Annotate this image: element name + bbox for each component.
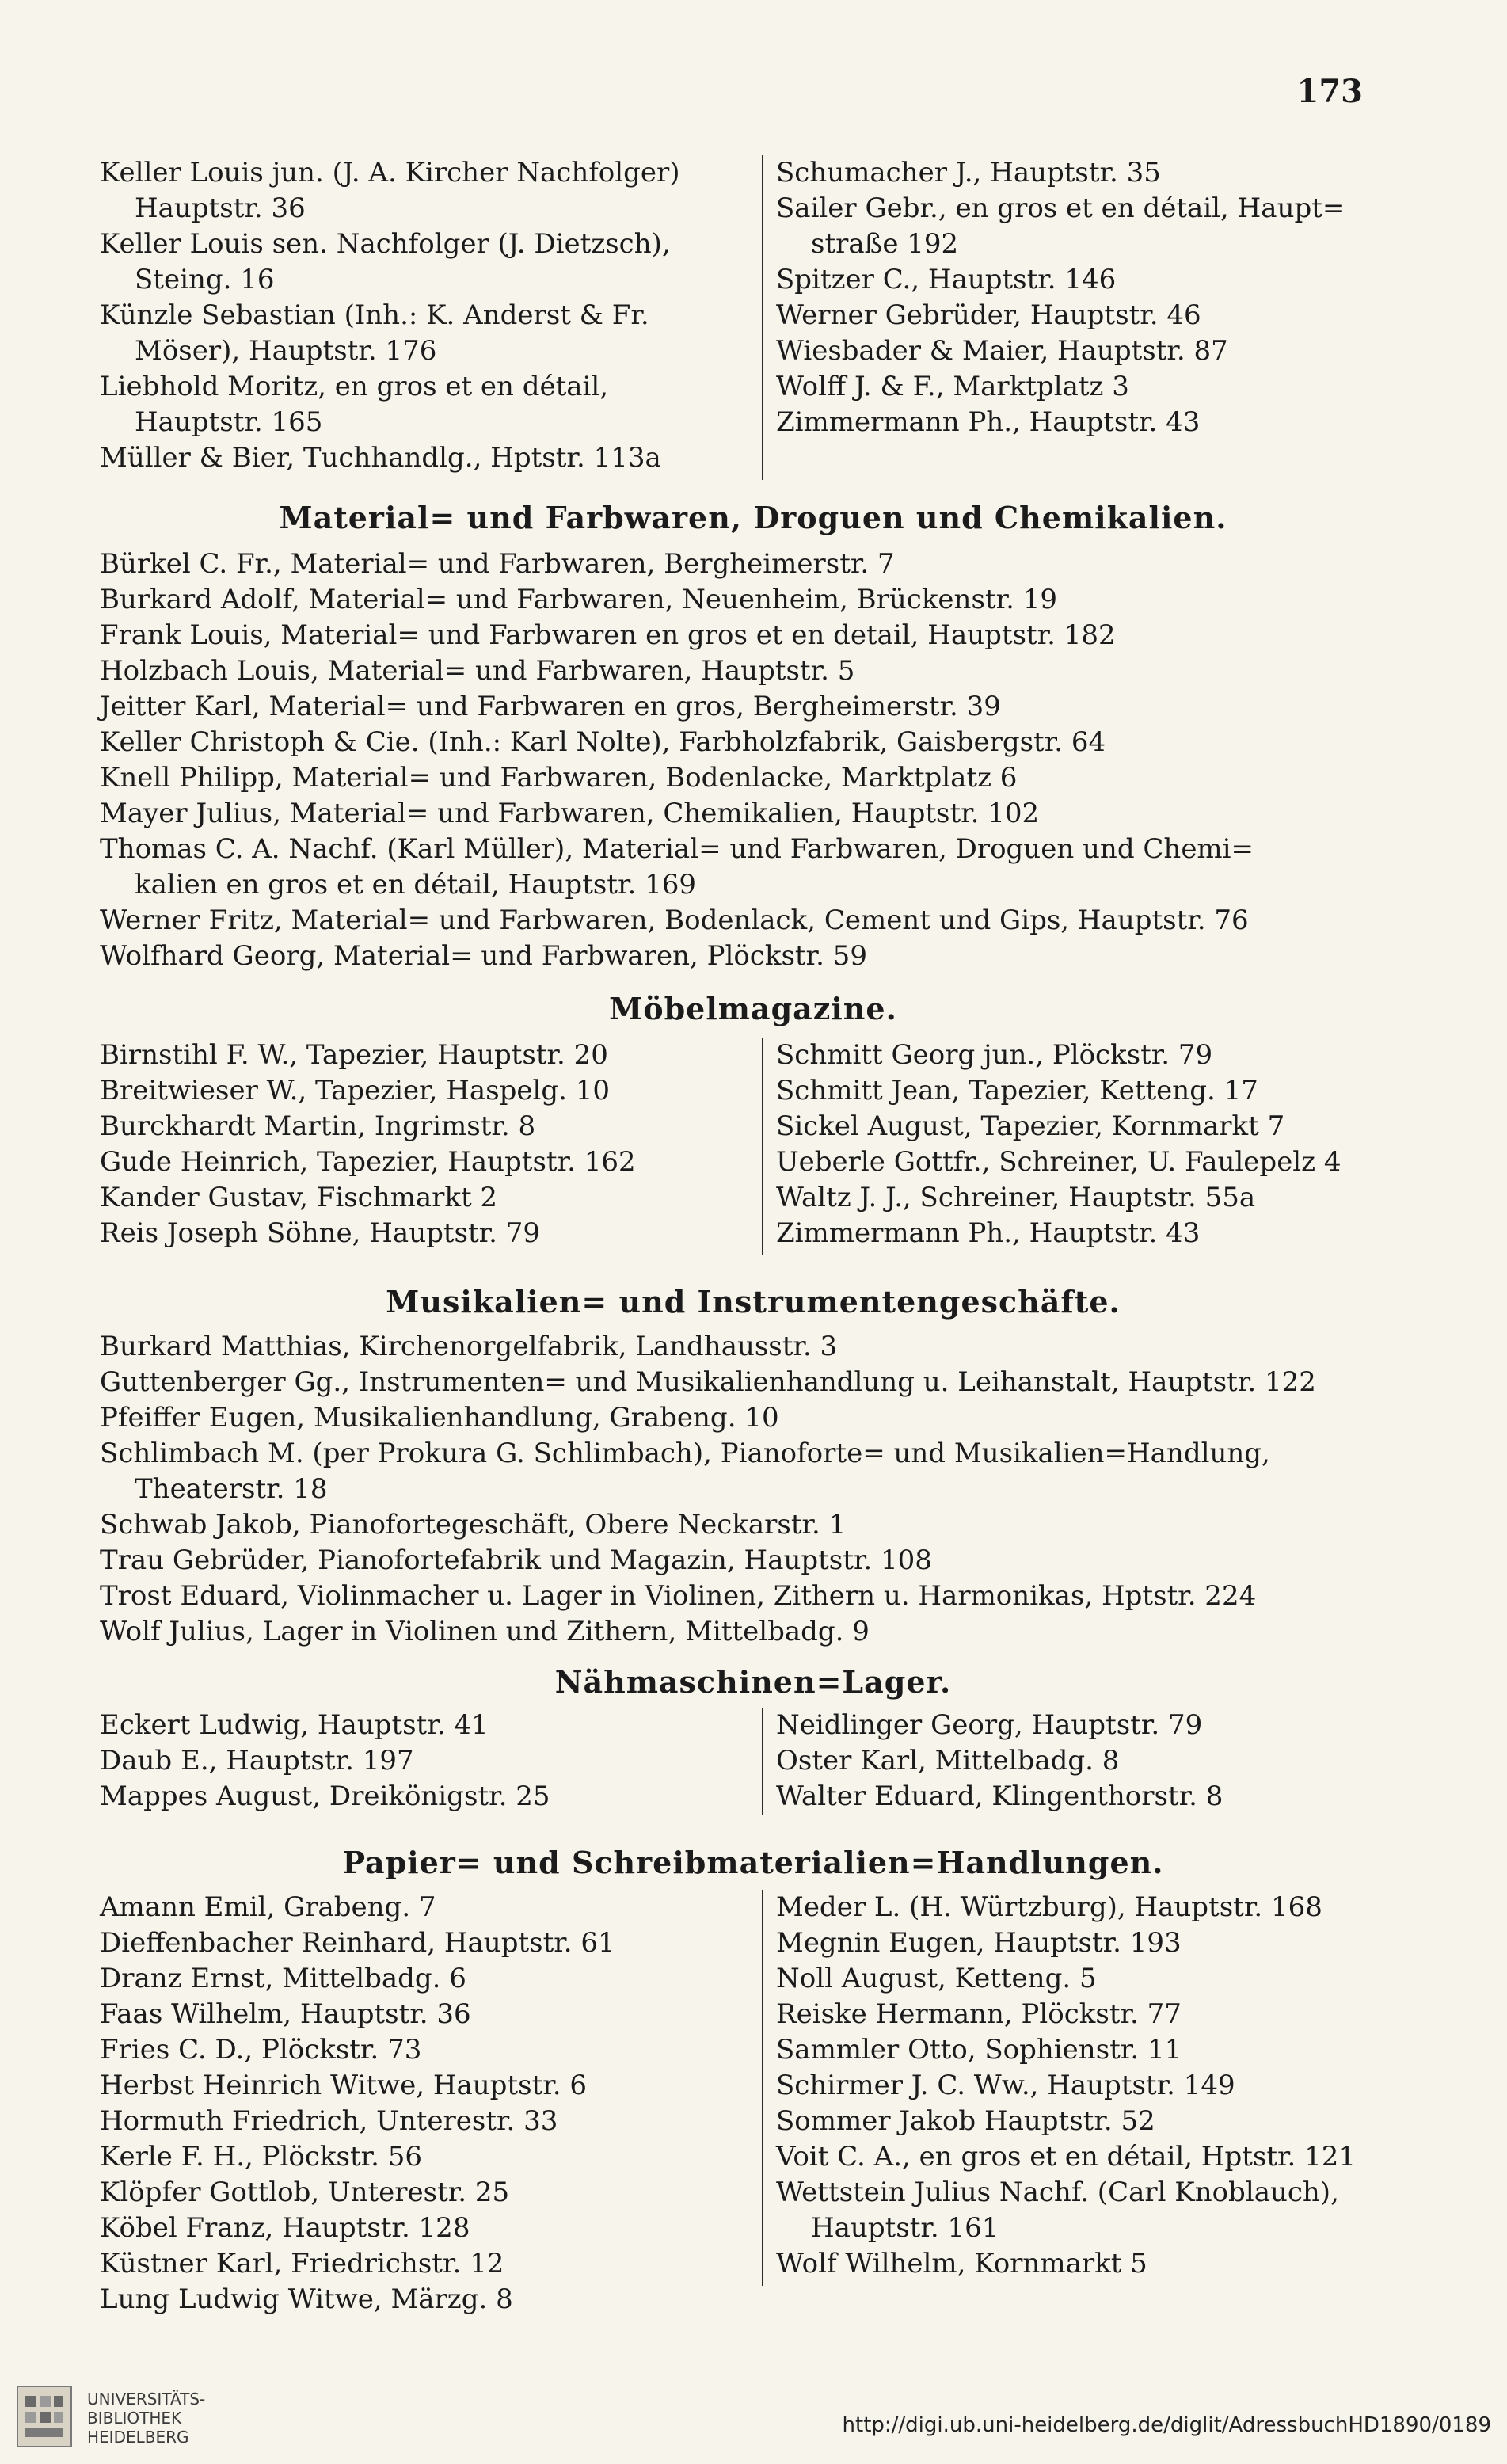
directory-entry: Müller & Bier, Tuchhandlg., Hptstr. 113a	[100, 442, 661, 474]
right-column	[762, 1890, 1406, 2286]
section-continuation	[100, 155, 1406, 480]
right-column	[762, 1708, 1406, 1815]
directory-entry: Schwab Jakob, Pianofortegeschäft, Obere Neckarstr. 1	[100, 1509, 847, 1540]
directory-entry: Zimmermann Ph., Hauptstr. 43	[776, 1217, 1201, 1249]
entry-continuation: Hauptstr. 161	[811, 2212, 999, 2244]
section-musikalien	[100, 1329, 1406, 1650]
directory-entry: Faas Wilhelm, Hauptstr. 36	[100, 1998, 471, 2030]
library-name	[87, 2390, 205, 2447]
directory-entry: Daub E., Hauptstr. 197	[100, 1745, 414, 1777]
directory-entry: Herbst Heinrich Witwe, Hauptstr. 6	[100, 2070, 587, 2101]
directory-entry: Birnstihl F. W., Tapezier, Hauptstr. 20	[100, 1039, 608, 1071]
directory-entry: Gude Heinrich, Tapezier, Hauptstr. 162	[100, 1146, 636, 1178]
directory-entry: Breitwieser W., Tapezier, Haspelg. 10	[100, 1075, 611, 1106]
directory-entry: Künzle Sebastian (Inh.: K. Anderst & Fr.	[100, 299, 649, 331]
directory-entry: Megnin Eugen, Hauptstr. 193	[776, 1927, 1182, 1959]
left-column	[100, 1038, 741, 1251]
right-column	[762, 1038, 1406, 1255]
directory-entry: Meder L. (H. Würtzburg), Hauptstr. 168	[776, 1891, 1322, 1923]
directory-entry: Eckert Ludwig, Hauptstr. 41	[100, 1709, 489, 1741]
left-column	[100, 1708, 741, 1815]
logo-line: BIBLIOTHEK	[87, 2409, 182, 2428]
directory-entry: Wiesbader & Maier, Hauptstr. 87	[776, 335, 1228, 367]
directory-entry: Schlimbach M. (per Prokura G. Schlimbach), Pianoforte= und Musikalien=Handlung,	[100, 1438, 1270, 1469]
directory-entry: Werner Gebrüder, Hauptstr. 46	[776, 299, 1201, 331]
directory-entry: Guttenberger Gg., Instrumenten= und Musikalienhandlung u. Leihanstalt, Hauptstr. 122	[100, 1366, 1316, 1398]
directory-entry: Werner Fritz, Material= und Farbwaren, Bodenlack, Cement und Gips, Hauptstr. 76	[100, 904, 1249, 936]
directory-entry: Knell Philipp, Material= und Farbwaren, Bodenlacke, Marktplatz 6	[100, 762, 1018, 794]
directory-entry: Keller Louis jun. (J. A. Kircher Nachfolger)	[100, 157, 680, 189]
directory-entry: Amann Emil, Grabeng. 7	[100, 1891, 436, 1923]
source-url-link[interactable]: http://digi.ub.uni-heidelberg.de/diglit/AdressbuchHD1890/0189	[842, 2413, 1491, 2437]
directory-entry: Dieffenbacher Reinhard, Hauptstr. 61	[100, 1927, 615, 1959]
directory-entry: Mayer Julius, Material= und Farbwaren, Chemikalien, Hauptstr. 102	[100, 798, 1040, 829]
directory-entry: Schirmer J. C. Ww., Hauptstr. 149	[776, 2070, 1235, 2101]
section-moebelmagazine	[100, 1038, 1406, 1259]
entry-continuation: straße 192	[811, 228, 959, 260]
directory-entry: Voit C. A., en gros et en détail, Hptstr. 121	[776, 2141, 1357, 2173]
directory-entry: Köbel Franz, Hauptstr. 128	[100, 2212, 470, 2244]
directory-entry: Waltz J. J., Schreiner, Hauptstr. 55a	[776, 1182, 1256, 1213]
directory-entry: Küstner Karl, Friedrichstr. 12	[100, 2248, 504, 2279]
directory-entry: Keller Louis sen. Nachfolger (J. Dietzsch),	[100, 228, 671, 260]
directory-entry: Trau Gebrüder, Pianofortefabrik und Magazin, Hauptstr. 108	[100, 1544, 932, 1576]
directory-entry: Hormuth Friedrich, Unterestr. 33	[100, 2105, 558, 2137]
directory-entry: Wolf Julius, Lager in Violinen und Zithern, Mittelbadg. 9	[100, 1616, 870, 1647]
entry-continuation: kalien en gros et en détail, Hauptstr. 169	[135, 869, 697, 901]
directory-entry: Wettstein Julius Nachf. (Carl Knoblauch),	[776, 2176, 1339, 2208]
entry-continuation: Steing. 16	[135, 264, 275, 295]
directory-entry: Wolff J. & F., Marktplatz 3	[776, 371, 1129, 402]
directory-entry: Mappes August, Dreikönigstr. 25	[100, 1780, 550, 1812]
directory-entry: Oster Karl, Mittelbadg. 8	[776, 1745, 1120, 1777]
directory-entry: Trost Eduard, Violinmacher u. Lager in Violinen, Zithern u. Harmonikas, Hptstr. 224	[100, 1580, 1257, 1612]
directory-entry: Noll August, Ketteng. 5	[776, 1963, 1097, 1994]
footer	[0, 2372, 1507, 2464]
entry-continuation: Hauptstr. 36	[135, 192, 306, 224]
section-naehmaschinen	[100, 1708, 1406, 1818]
logo-line: HEIDELBERG	[87, 2428, 189, 2447]
directory-entry: Liebhold Moritz, en gros et en détail,	[100, 371, 609, 402]
heading-naehmaschinen: Nähmaschinen=Lager.	[554, 1664, 952, 1700]
directory-entry: Jeitter Karl, Material= und Farbwaren en gros, Bergheimerstr. 39	[100, 691, 1001, 722]
library-logo	[14, 2380, 252, 2451]
directory-entry: Sommer Jakob Hauptstr. 52	[776, 2105, 1155, 2137]
directory-entry: Sammler Otto, Sophienstr. 11	[776, 2034, 1182, 2066]
directory-entry: Spitzer C., Hauptstr. 146	[776, 264, 1117, 295]
directory-entry: Reiske Hermann, Plöckstr. 77	[776, 1998, 1182, 2030]
directory-entry: Klöpfer Gottlob, Unterestr. 25	[100, 2176, 510, 2208]
directory-entry: Kander Gustav, Fischmarkt 2	[100, 1182, 498, 1213]
directory-entry: Zimmermann Ph., Hauptstr. 43	[776, 406, 1201, 438]
directory-entry: Bürkel C. Fr., Material= und Farbwaren, Bergheimerstr. 7	[100, 548, 895, 580]
directory-entry: Schmitt Georg jun., Plöckstr. 79	[776, 1039, 1213, 1071]
directory-entry: Wolfhard Georg, Material= und Farbwaren, Plöckstr. 59	[100, 940, 867, 972]
directory-entry: Reis Joseph Söhne, Hauptstr. 79	[100, 1217, 541, 1249]
heading-musikalien: Musikalien= und Instrumentengeschäfte.	[386, 1284, 1121, 1320]
right-column	[762, 155, 1406, 480]
directory-entry: Schmitt Jean, Tapezier, Ketteng. 17	[776, 1075, 1258, 1106]
directory-entry: Frank Louis, Material= und Farbwaren en gros et en detail, Hauptstr. 182	[100, 619, 1116, 651]
directory-entry: Holzbach Louis, Material= und Farbwaren, Hauptstr. 5	[100, 655, 855, 687]
entry-continuation: Theaterstr. 18	[135, 1473, 328, 1505]
directory-entry: Sailer Gebr., en gros et en détail, Haupt=	[776, 192, 1345, 224]
heading-papier-schreibmaterialien: Papier= und Schreibmaterialien=Handlungen.	[342, 1845, 1164, 1880]
directory-entry: Fries C. D., Plöckstr. 73	[100, 2034, 422, 2066]
heading-moebelmagazine: Möbelmagazine.	[609, 991, 897, 1026]
left-column	[100, 1890, 741, 2317]
directory-entry: Pfeiffer Eugen, Musikalienhandlung, Grabeng. 10	[100, 1402, 779, 1434]
directory-entry: Wolf Wilhelm, Kornmarkt 5	[776, 2248, 1147, 2279]
directory-entry: Thomas C. A. Nachf. (Karl Müller), Material= und Farbwaren, Droguen und Chemi=	[100, 833, 1254, 865]
section-papier-schreibmaterialien	[100, 1890, 1406, 2325]
page-number: 173	[1296, 73, 1363, 110]
logo-line: UNIVERSITÄTS-	[87, 2390, 206, 2409]
left-column	[100, 155, 741, 476]
directory-entry: Ueberle Gottfr., Schreiner, U. Faulepelz 4	[776, 1146, 1341, 1178]
heading-material-farbwaren: Material= und Farbwaren, Droguen und Chemikalien.	[279, 500, 1227, 535]
entry-continuation: Möser), Hauptstr. 176	[135, 335, 437, 367]
directory-entry: Burkard Adolf, Material= und Farbwaren, Neuenheim, Brückenstr. 19	[100, 584, 1057, 615]
directory-entry: Sickel August, Tapezier, Kornmarkt 7	[776, 1110, 1285, 1142]
entry-continuation: Hauptstr. 165	[135, 406, 323, 438]
directory-entry: Neidlinger Georg, Hauptstr. 79	[776, 1709, 1203, 1741]
section-material-farbwaren	[100, 546, 1406, 974]
directory-entry: Kerle F. H., Plöckstr. 56	[100, 2141, 423, 2173]
library-seal-icon	[14, 2380, 74, 2451]
directory-entry: Burckhardt Martin, Ingrimstr. 8	[100, 1110, 536, 1142]
directory-entry: Burkard Matthias, Kirchenorgelfabrik, Landhausstr. 3	[100, 1331, 838, 1362]
directory-entry: Schumacher J., Hauptstr. 35	[776, 157, 1161, 189]
directory-entry: Lung Ludwig Witwe, Märzg. 8	[100, 2283, 513, 2315]
directory-entry: Keller Christoph & Cie. (Inh.: Karl Nolte), Farbholzfabrik, Gaisbergstr. 64	[100, 726, 1106, 758]
directory-entry: Walter Eduard, Klingenthorstr. 8	[776, 1780, 1223, 1812]
directory-entry: Dranz Ernst, Mittelbadg. 6	[100, 1963, 466, 1994]
